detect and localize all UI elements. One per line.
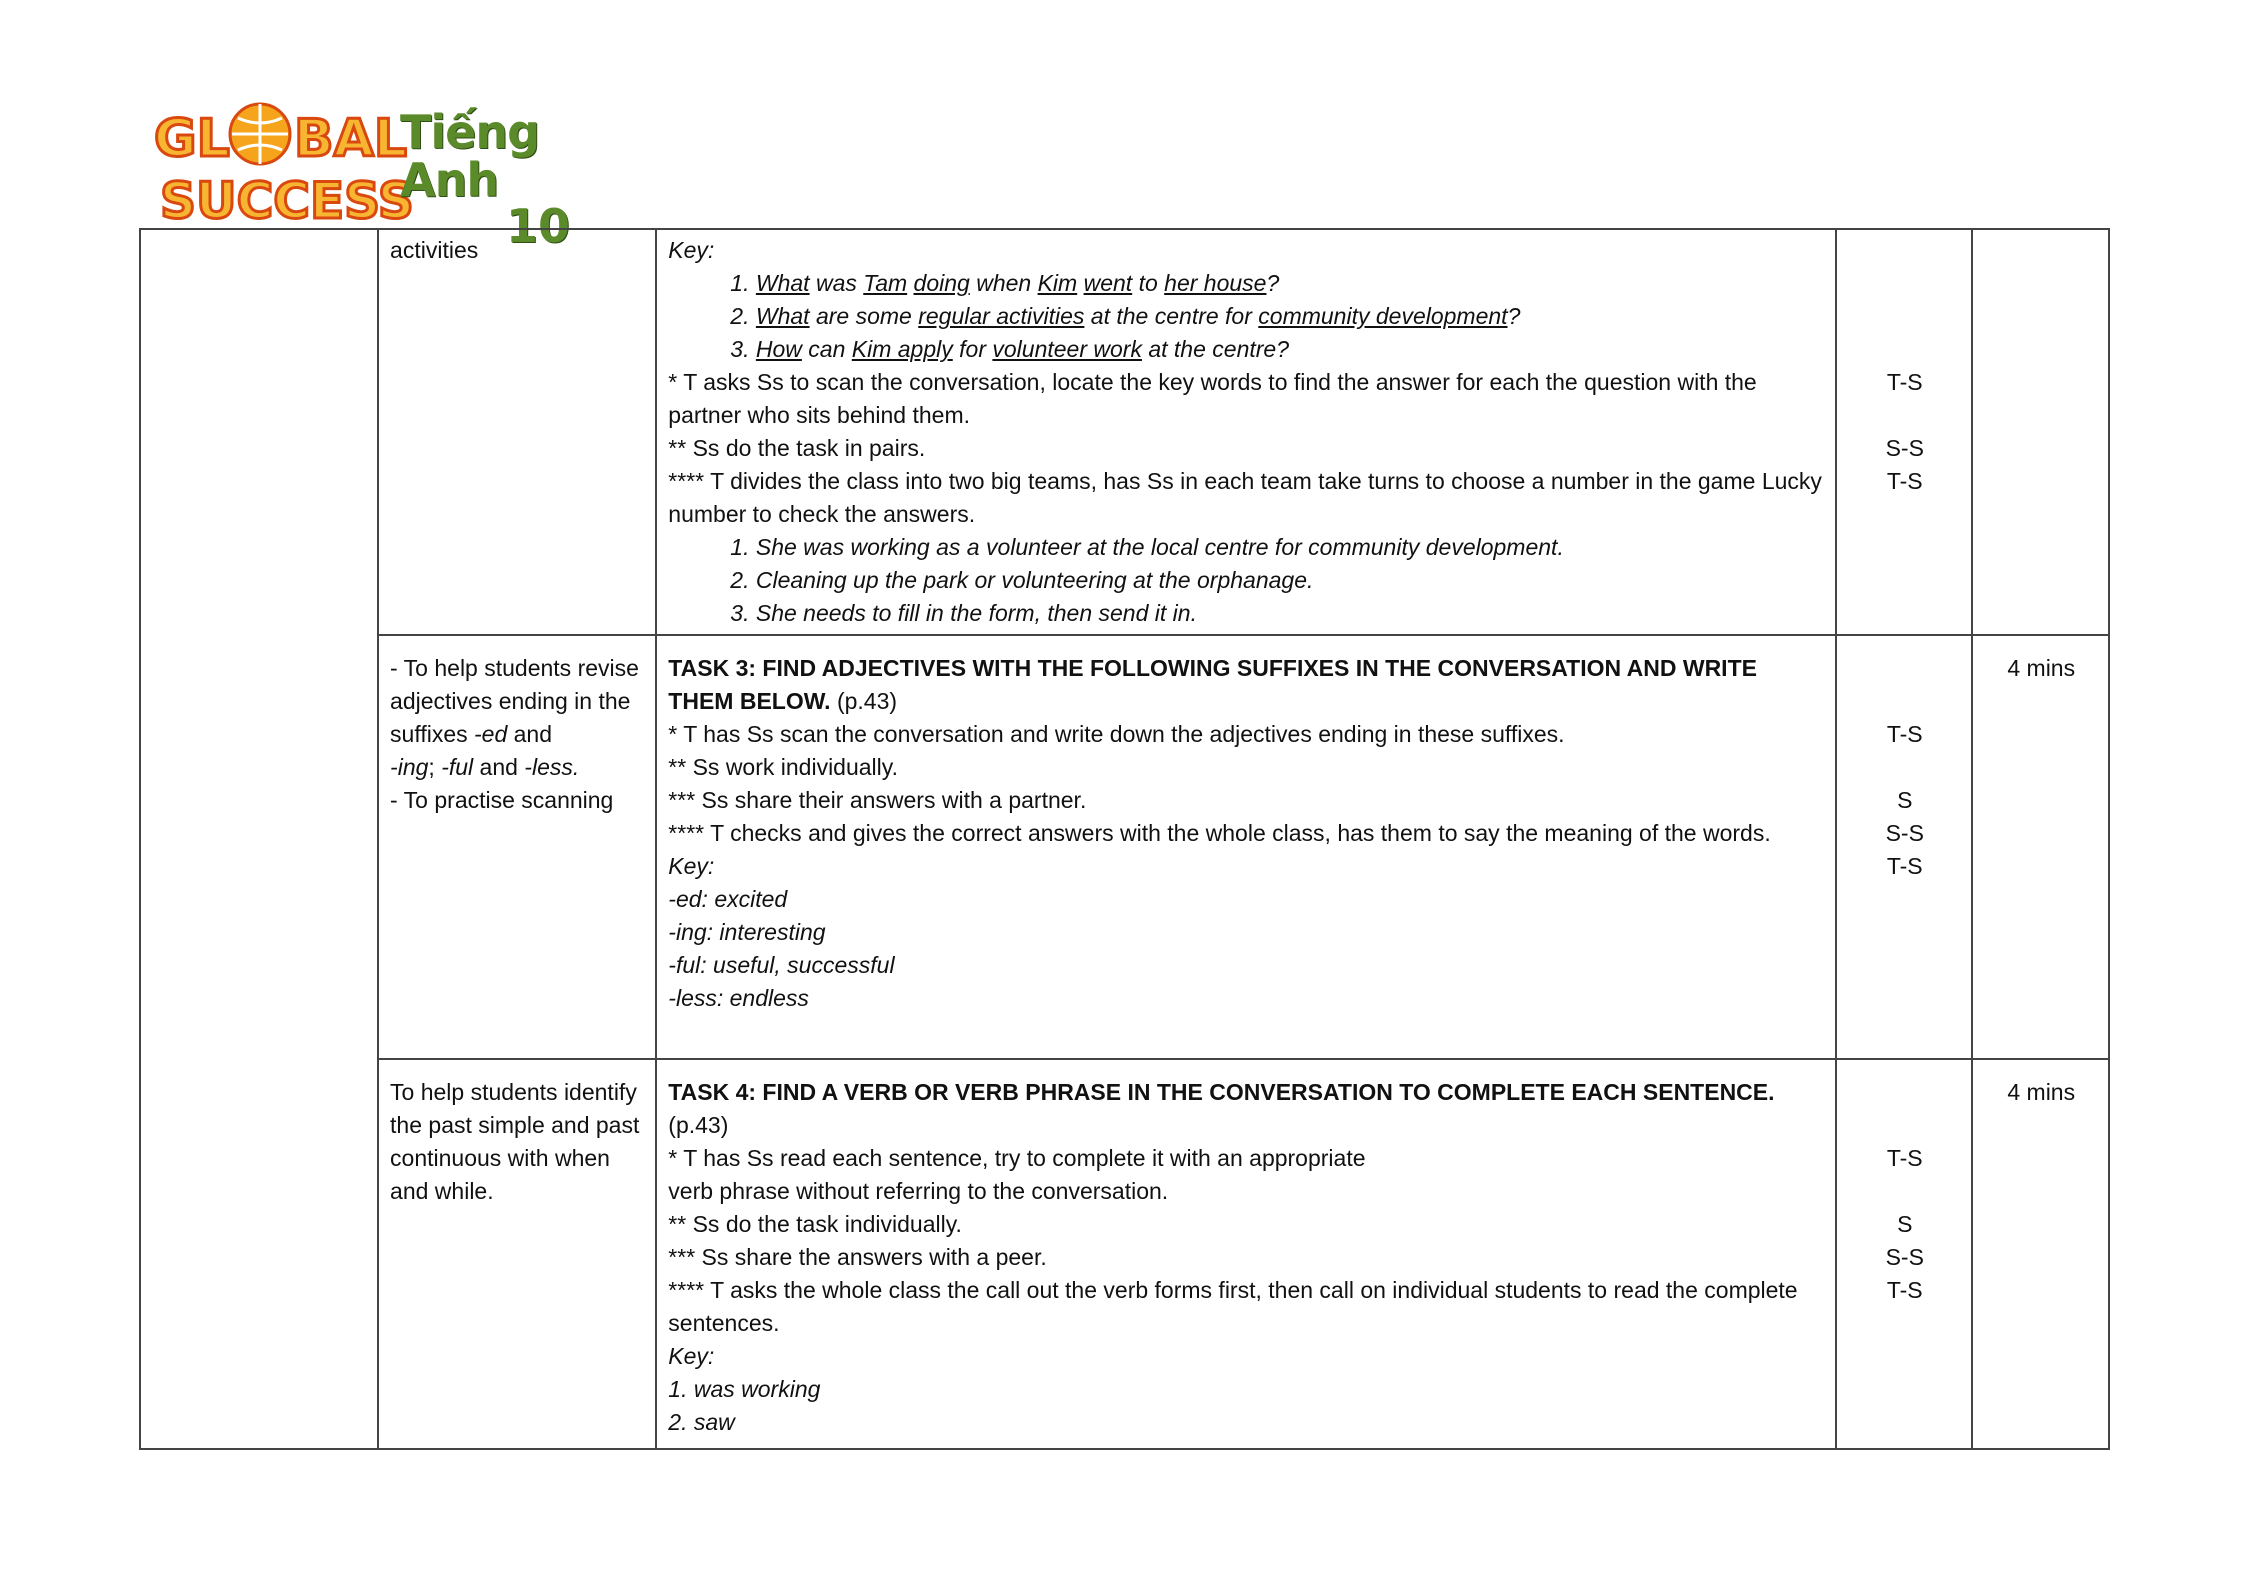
- svg-text:BAL: BAL: [294, 109, 408, 169]
- key-label: Key:: [668, 1343, 715, 1369]
- answer-item: 2. Cleaning up the park or volunteering at the orphanage.: [730, 567, 1314, 593]
- suffix-ed: -ed: [474, 721, 508, 747]
- question-item: 3. How can Kim apply for volunteer work at the centre?: [730, 336, 1289, 362]
- answer-item: 3. She needs to fill in the form, then send it in.: [730, 600, 1197, 626]
- key-item: -ful: useful, successful: [668, 952, 895, 978]
- interaction-mode: T-S: [1886, 1277, 1923, 1303]
- key-item: 2. saw: [668, 1409, 735, 1435]
- objective-text: activities: [390, 237, 479, 263]
- question-item: 2. What are some regular activities at the centre for community development?: [730, 303, 1521, 329]
- objective-text: - To practise scanning: [390, 787, 614, 813]
- step-text: * T has Ss read each sentence, try to complete it with an appropriate: [668, 1145, 1366, 1171]
- svg-text:GL: GL: [154, 109, 230, 169]
- step-text: **** T divides the class into two big teams, has Ss in each team take turns to choose a number in the game Lucky number to check the answers.: [668, 468, 1822, 527]
- time-cell: [1972, 229, 2109, 635]
- task-page: (p.43): [830, 688, 898, 714]
- step-text: ** Ss do the task individually.: [668, 1211, 962, 1237]
- interaction-cell: [1836, 635, 1972, 1059]
- answer-item: 1. She was working as a volunteer at the local centre for community development.: [730, 534, 1564, 560]
- task-page: (p.43): [668, 1112, 729, 1138]
- objective-text: - To help students revise adjectives ending in the suffixes: [390, 655, 639, 747]
- interaction-cell: [1836, 229, 1972, 635]
- global-success-logo: [148, 92, 414, 230]
- procedure-cell: [656, 635, 1836, 1059]
- time-value: 4 mins: [2007, 655, 2076, 681]
- brand-grade-number: 10: [506, 199, 571, 253]
- suffix-less: -less.: [524, 754, 580, 780]
- step-text: * T has Ss scan the conversation and write down the adjectives ending in these suffixes.: [668, 721, 1565, 747]
- step-text: **** T asks the whole class the call out the verb forms first, then call on individual students to read the complete sentences.: [668, 1277, 1798, 1336]
- brand-title: Tiếng Anh: [400, 105, 540, 207]
- objective-cell: - To help students revise adjectives ending in the suffixes -ed and -ing; -ful and -less. - To practise scanning: [378, 635, 656, 1059]
- objective-text: To help students identify the past simple and past continuous with when and while.: [390, 1079, 640, 1204]
- key-item: -less: endless: [668, 985, 809, 1011]
- key-label: Key:: [668, 237, 715, 263]
- key-item: 1. was working: [668, 1376, 821, 1402]
- step-text: * T asks Ss to scan the conversation, locate the key words to find the answer for each the question with the partner who sits behind them.: [668, 369, 1757, 428]
- suffix-ful: -ful: [441, 754, 474, 780]
- stage-cell: [140, 229, 378, 1449]
- key-label: Key:: [668, 853, 715, 879]
- interaction-mode: T-S: [1886, 853, 1923, 879]
- interaction-mode: T-S: [1886, 1145, 1923, 1171]
- interaction-mode: S-S: [1885, 820, 1924, 846]
- step-text: **** T checks and gives the correct answers with the whole class, has them to say the meaning of the words.: [668, 820, 1771, 846]
- lesson-plan-table: [139, 228, 2110, 1450]
- key-item: -ing: interesting: [668, 919, 826, 945]
- task-title: TASK 4: FIND A VERB OR VERB PHRASE IN THE CONVERSATION TO COMPLETE EACH SENTENCE.: [668, 1079, 1775, 1105]
- time-cell: [1972, 1059, 2109, 1449]
- key-item: -ed: excited: [668, 886, 788, 912]
- interaction-cell: [1836, 1059, 1972, 1449]
- time-cell: [1972, 635, 2109, 1059]
- time-value: 4 mins: [2007, 1079, 2076, 1105]
- interaction-mode: S-S: [1885, 1244, 1924, 1270]
- interaction-mode: T-S: [1886, 721, 1923, 747]
- interaction-mode: S: [1897, 787, 1913, 813]
- step-text: verb phrase without referring to the conversation.: [668, 1178, 1169, 1204]
- procedure-cell: [656, 229, 1836, 635]
- table-row: [140, 635, 2109, 1059]
- procedure-cell: [656, 1059, 1836, 1449]
- step-text: ** Ss do the task in pairs.: [668, 435, 926, 461]
- question-item: 1. What was Tam doing when Kim went to her house?: [730, 270, 1280, 296]
- step-text: ** Ss work individually.: [668, 754, 898, 780]
- task-title: TASK 3: FIND ADJECTIVES WITH THE FOLLOWING SUFFIXES IN THE CONVERSATION AND WRITE THEM BELOW.: [668, 655, 1757, 714]
- suffix-ing: -ing: [390, 754, 429, 780]
- question-list: [668, 267, 1825, 366]
- interaction-mode: T-S: [1886, 468, 1923, 494]
- interaction-mode: S-S: [1885, 435, 1924, 461]
- objective-cell: [378, 1059, 656, 1449]
- objective-cell: [378, 229, 656, 635]
- step-text: *** Ss share the answers with a peer.: [668, 1244, 1047, 1270]
- step-text: *** Ss share their answers with a partner.: [668, 787, 1087, 813]
- svg-text:SUCCESS: SUCCESS: [160, 172, 414, 230]
- table-row: [140, 1059, 2109, 1449]
- interaction-mode: T-S: [1886, 369, 1923, 395]
- interaction-mode: S: [1897, 1211, 1913, 1237]
- table-row: [140, 229, 2109, 635]
